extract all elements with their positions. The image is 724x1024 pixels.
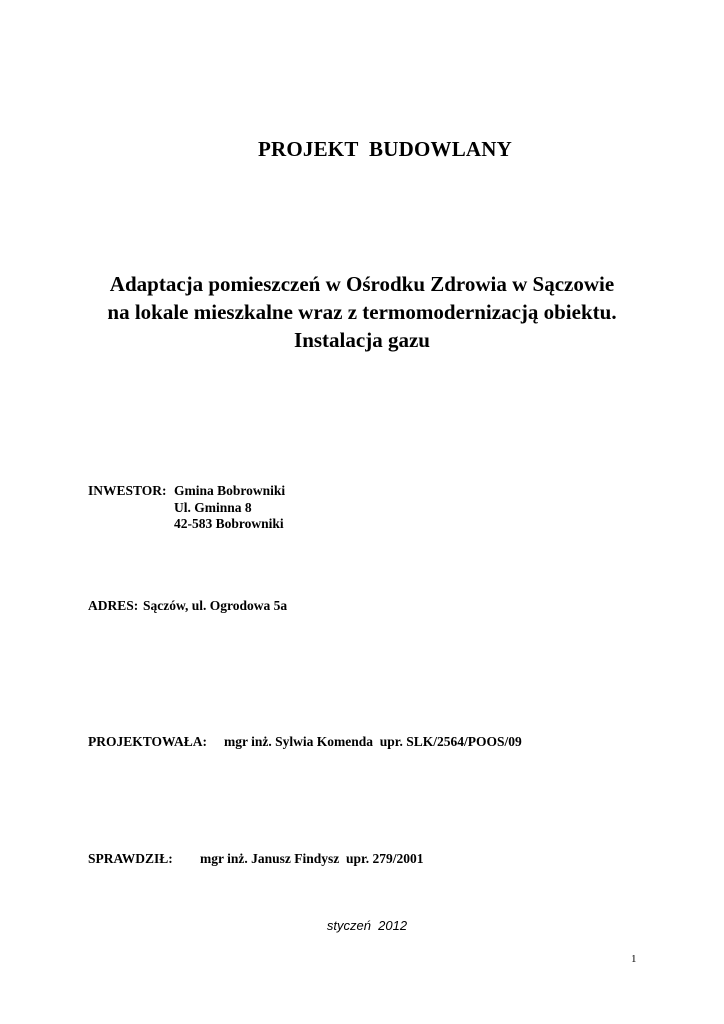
document-date: styczeń 2012 bbox=[326, 918, 408, 933]
document-title: PROJEKT BUDOWLANY bbox=[257, 137, 513, 161]
investor-city: 42-583 Bobrowniki bbox=[174, 516, 284, 531]
address-value: Sączów, ul. Ogrodowa 5a bbox=[143, 598, 288, 613]
address-label: ADRES: bbox=[88, 598, 139, 613]
subject-line-1: Adaptacja pomieszczeń w Ośrodku Zdrowia w Sączowie bbox=[109, 272, 615, 296]
checker-value: mgr inż. Janusz Findysz upr. 279/2001 bbox=[200, 851, 424, 866]
project-subject bbox=[0, 270, 724, 354]
subject-line-2: na lokale mieszkalne wraz z termomodernizacją obiektu. bbox=[107, 300, 617, 324]
investor-street: Ul. Gminna 8 bbox=[174, 500, 252, 515]
investor-label: INWESTOR: bbox=[88, 483, 167, 498]
investor-name: Gmina Bobrowniki bbox=[174, 483, 286, 498]
designer-value: mgr inż. Sylwia Komenda upr. SLK/2564/POOS/09 bbox=[224, 734, 522, 749]
checker-label: SPRAWDZIŁ: bbox=[88, 851, 173, 866]
subject-line-3: Instalacja gazu bbox=[294, 328, 430, 352]
designer-label: PROJEKTOWAŁA: bbox=[88, 734, 208, 749]
page-number: 1 bbox=[631, 953, 637, 965]
